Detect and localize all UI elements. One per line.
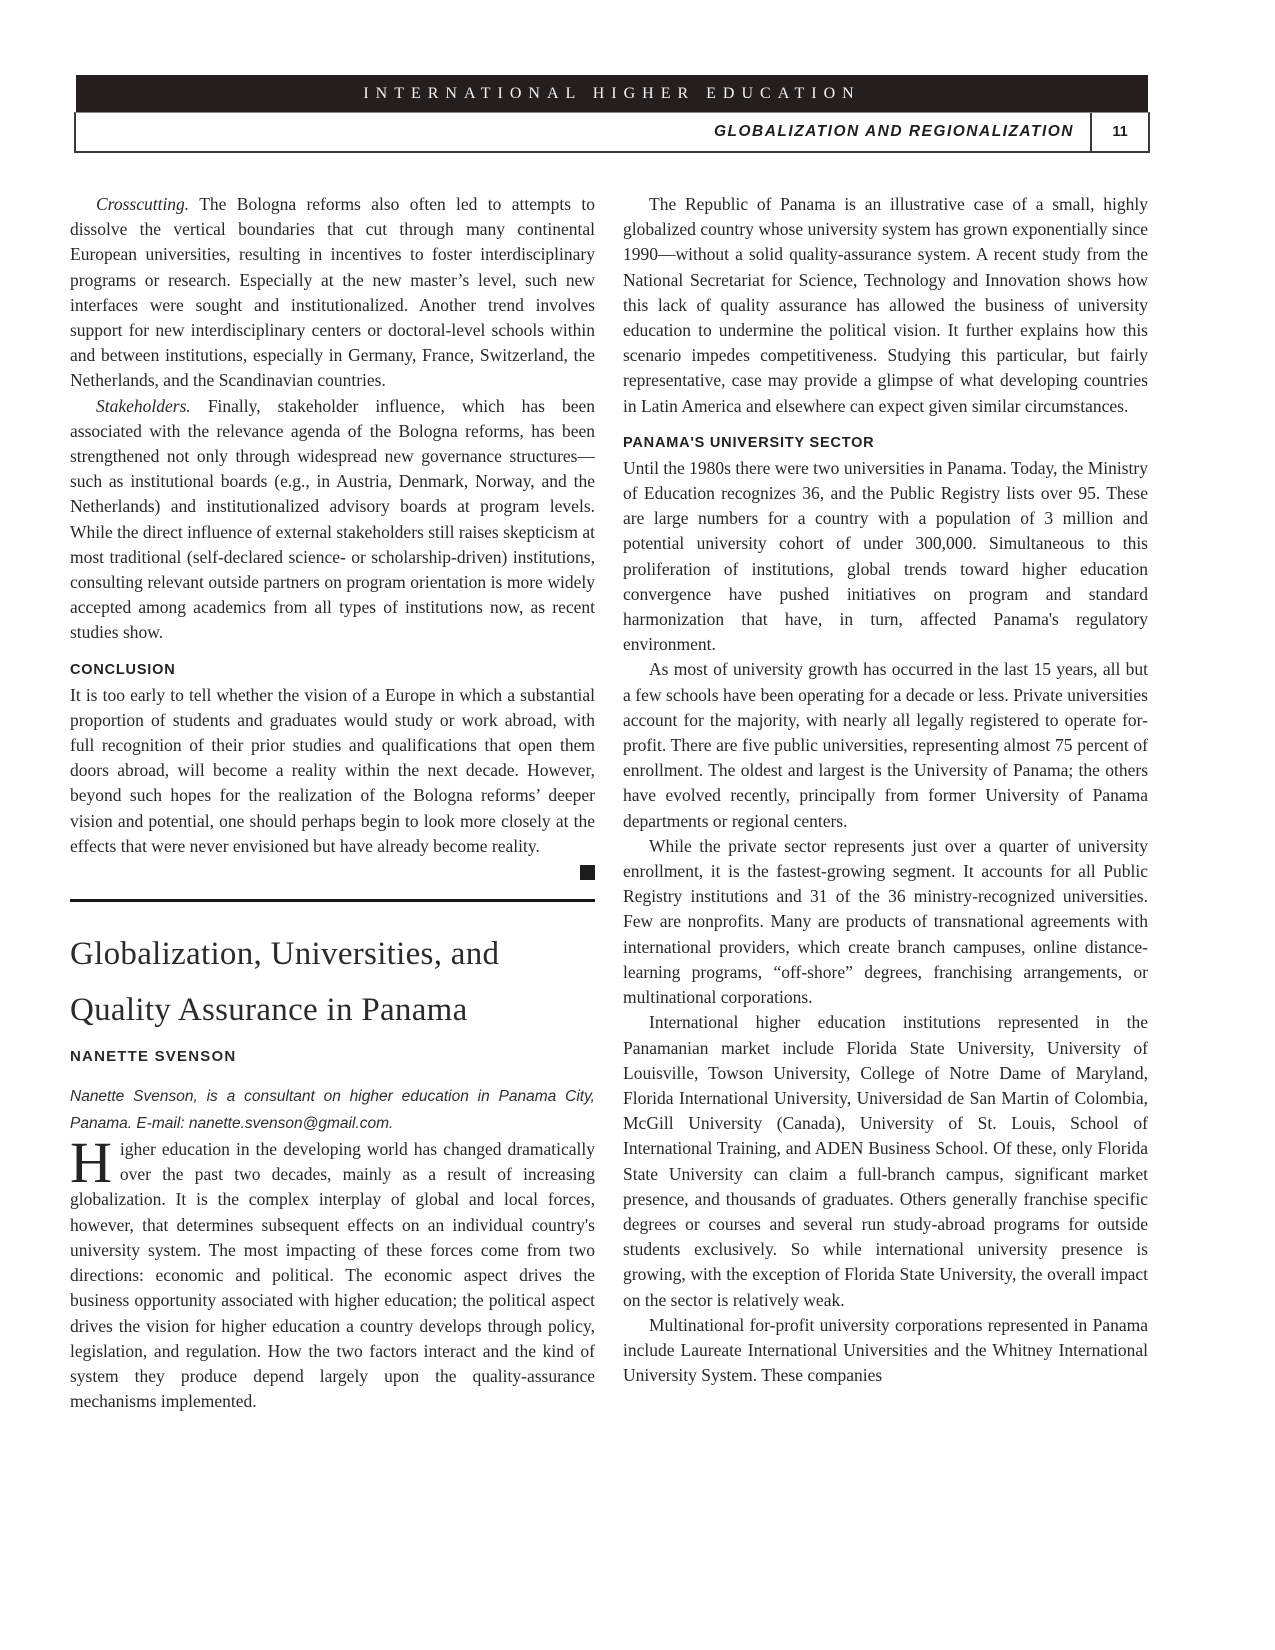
masthead-band (76, 75, 1148, 112)
page-number: 11 (1090, 113, 1148, 151)
end-of-article-row (70, 865, 595, 881)
dropcap-letter: H (70, 1130, 112, 1196)
paragraph-lead-crosscutting: Crosscutting. (96, 194, 190, 214)
paragraph-lead-stakeholders: Stakeholders. (96, 395, 191, 416)
article-title (70, 926, 595, 1038)
section-title: GLOBALIZATION AND REGIONALIZATION (713, 123, 1074, 140)
paragraph-intro (70, 1130, 595, 1414)
paragraph-body-stakeholders: Finally, stakeholder influence, which has been associated with the relevance agenda of the Bologna reforms, has been strengthened not only through widespread new governance structures—such as institutional boards (e.g., in Austria, Denmark, Norway, and the Netherlands) and institutionalized advisory boards at program levels. While the direct influence of external stakeholders still raises skepticism at most traditional (self-declared science- or scholarship-driven) institutions, consulting relevant outside partners on program orientation is more widely accepted among academics from all types of institutions now, as recent studies show. (70, 395, 596, 643)
paragraph-republic: The Republic of Panama is an illustrative case of a small, highly globalized country whose university system has grown exponentially since 1990—without a solid quality-assurance system. A recent study from the National Secretariat for Science, Technology and Innovation shows how this lack of quality assurance has allowed the business of university education to undermine the political vision. It further explains how this scenario impedes competitiveness. Studying this particular, but fairly representative, case may provide a glimpse of what developing countries in Latin America and elsewhere can expect given similar circumstances. (623, 194, 1148, 416)
right-column (623, 192, 1148, 1414)
sector-heading: PANAMA'S UNIVERSITY SECTOR (623, 434, 875, 451)
paragraph-multinational: Multinational for-profit university corporations represented in Panama include Laureate International Universities and the Whitney International University System. These companies (623, 1314, 1148, 1386)
paragraph-body-intro: igher education in the developing world has changed dramatically over the past two decades, mainly as a result of increasing globalization. It is the complex interplay of global and local forces, however, that determines subsequent effects on an individual country's university system. The most impacting of these forces come from two directions: economic and political. The economic aspect drives the business opportunity associated with higher education; the political aspect drives the vision for higher education a country develops through policy, legislation, and regulation. How the two factors interact and the kind of system they produce depend largely upon the quality-assurance mechanisms implemented. (70, 1139, 595, 1412)
paragraph-stakeholders (70, 394, 595, 646)
journal-title: INTERNATIONAL HIGHER EDUCATION (363, 84, 861, 102)
paragraph-body-crosscutting: The Bologna reforms also often led to attempts to dissolve the vertical boundaries that cut through many continental European universities, resulting in incentives to foster interdisciplinary programs or research. Especially at the new master’s level, such new interfaces were sought and institutionalized. Another trend involves support for new interdisciplinary centers or doctoral-level schools within and between institutions, especially in Germany, France, Switzerland, the Netherlands, and the Scandinavian countries. (70, 194, 596, 391)
paragraph-university-growth: As most of university growth has occurred in the last 15 years, all but a few schools have been operating for a decade or less. Private universities account for the majority, with nearly all legally registered to operate for-profit. There are five public universities, representing almost 75 percent of enrollment. The oldest and largest is the University of Panama; the others have evolved recently, principally from former University of Panama departments or regional centers. (623, 659, 1148, 831)
article-divider-rule (70, 899, 595, 902)
article-author: NANETTE SVENSON (70, 1048, 237, 1066)
article-title-line1: Globalization, Universities, and (70, 936, 500, 973)
paragraph-conclusion: It is too early to tell whether the vision of a Europe in which a substantial proportion of students and graduates would study or work abroad, with full recognition of their prior studies and qualifications that open them doors abroad, will become a reality within the next decade. However, beyond such hopes for the realization of the Bologna reforms’ deeper vision and potential, one should perhaps begin to look more closely at the effects that were never envisioned but have already become reality. (70, 684, 595, 856)
left-column (70, 192, 595, 1414)
article-author-bio: Nanette Svenson, is a consultant on higher education in Panama City, Panama. E-mail: nanette.svenson@gmail.com. (70, 1088, 595, 1133)
paragraph-international-institutions: International higher education institutions represented in the Panamanian market include Florida State University, University of Louisville, Towson University, College of Notre Dame of Maryland, Florida International University, Universidad de San Martin of Colombia, McGill University (Canada), University of St. Louis, School of International Training, and ADEN Business School. Of these, only Florida State University can claim a full-branch campus, significant market presence, and thousands of graduates. Others generally franchise specific degrees or courses and several run study-abroad programs for outside students exclusively. So while international university presence is growing, with the exception of Florida State University, the overall impact on the sector is relatively weak. (623, 1012, 1148, 1310)
paragraph-until-1980s: Until the 1980s there were two universities in Panama. Today, the Ministry of Education recognizes 36, and the Public Registry lists over 95. These are large numbers for a country with a population of 3 million and potential university cohort of under 300,000. Simultaneous to this proliferation of institutions, global trends toward higher education convergence have pushed initiatives on program and standard harmonization that have, in turn, affected Panama's regulatory environment. (623, 457, 1148, 655)
article-title-line2: Quality Assurance in Panama (70, 992, 468, 1029)
end-of-article-marker (580, 865, 595, 880)
paragraph-private-sector: While the private sector represents just over a quarter of university enrollment, it is the fastest-growing segment. It accounts for all Public Registry institutions and 31 of the 36 ministry-recognized universities. Few are nonprofits. Many are products of transnational agreements with international providers, which create branch campuses, online distance-learning programs, “off-shore” degrees, franchising arrangements, or multinational corporations. (623, 835, 1148, 1008)
page-content (70, 192, 1148, 1414)
paragraph-crosscutting (70, 192, 595, 394)
conclusion-heading: CONCLUSION (70, 661, 176, 678)
section-header-box (74, 112, 1150, 153)
